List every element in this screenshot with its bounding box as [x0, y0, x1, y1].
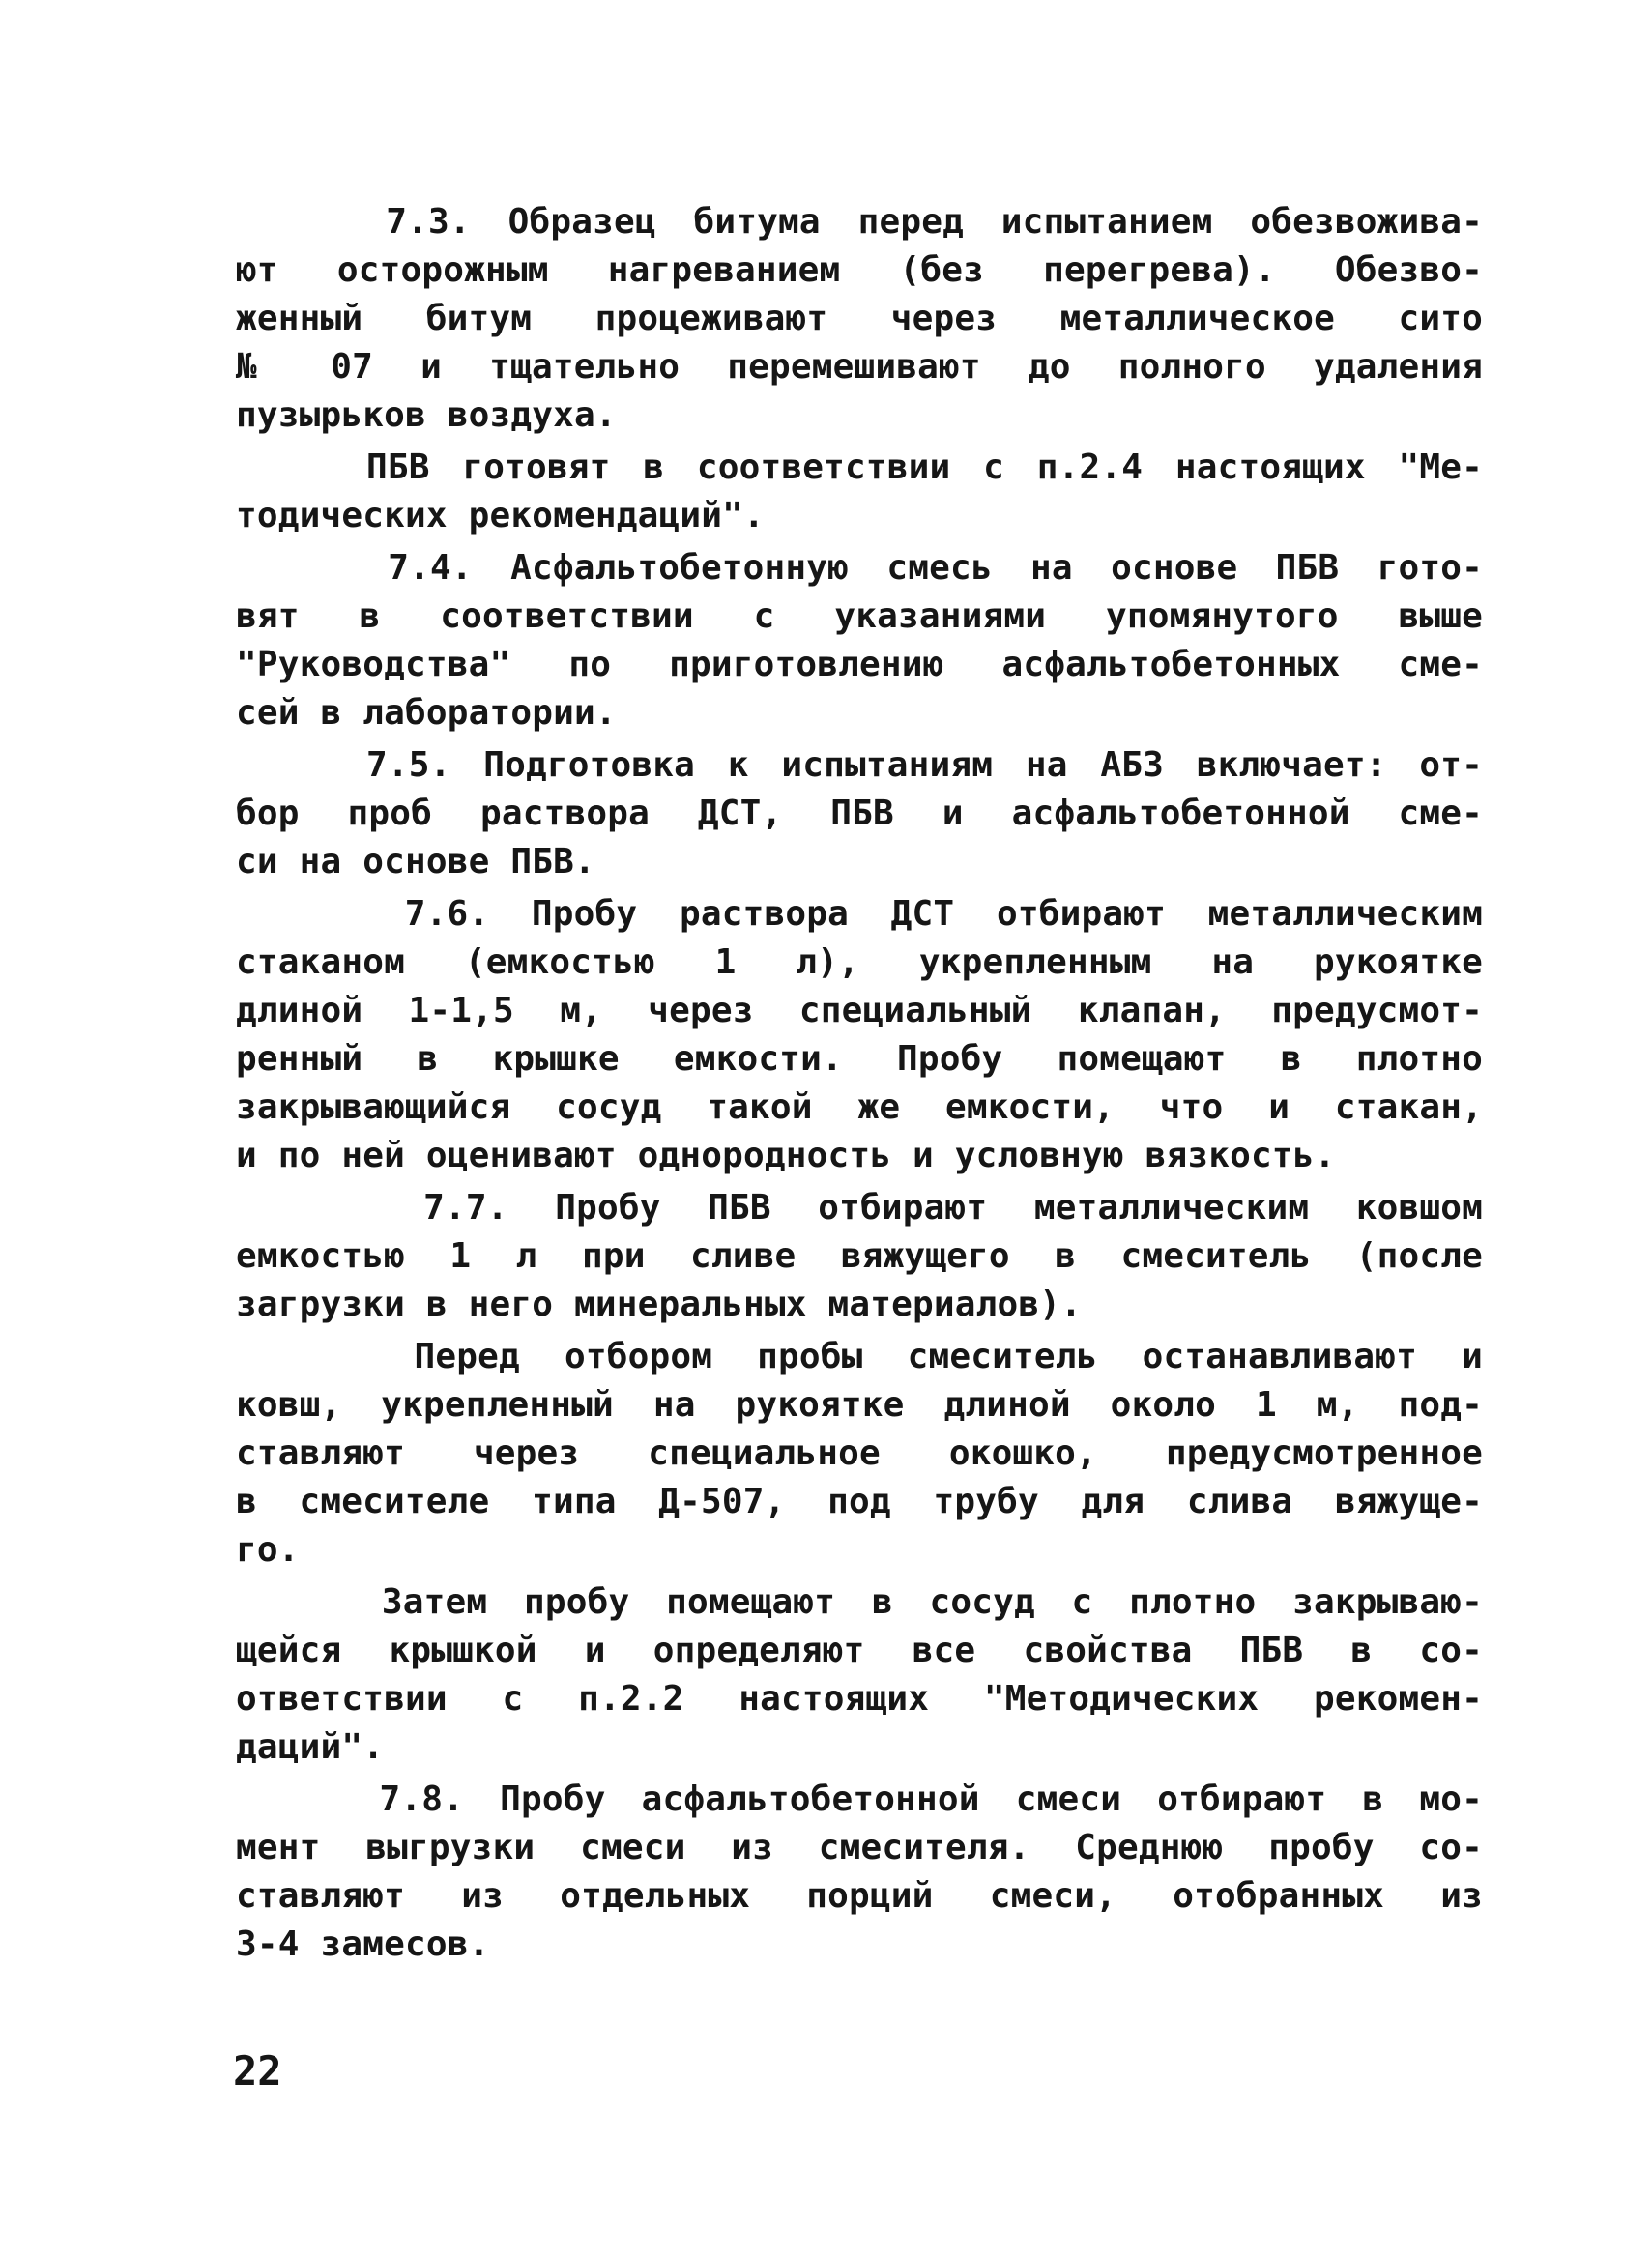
text-line: мент выгрузки смеси из смесителя. Среднюю пробу со-	[236, 1828, 1483, 1867]
text-line: ют осторожным нагреванием (без перегрева). Обезво-	[236, 250, 1483, 290]
text-line: стаканом (емкостью 1 л), укрепленным на рукоятке	[236, 942, 1483, 982]
text-line: загрузки в него минеральных материалов).	[236, 1285, 1082, 1324]
text-line: емкостью 1 л при сливе вяжущего в смеситель (после	[236, 1236, 1483, 1276]
page-number: 22	[233, 2047, 282, 2095]
text-line: Затем пробу помещают в сосуд с плотно закрываю-	[236, 1582, 1483, 1622]
paragraph-sample-storage	[236, 1578, 1483, 1772]
text-line: си на основе ПБВ.	[236, 842, 595, 882]
text-line: ставляют из отдельных порций смеси, отобранных из	[236, 1876, 1483, 1916]
paragraph-7-7	[236, 1184, 1483, 1329]
text-line: 3-4 замесов.	[236, 1924, 490, 1964]
text-line: и по ней оценивают однородность и условную вязкость.	[236, 1136, 1336, 1175]
text-line: ПБВ готовят в соответствии с п.2.4 настоящих "Ме-	[236, 448, 1483, 487]
text-line: Перед отбором пробы смеситель останавливают и	[236, 1337, 1483, 1376]
body-text	[236, 198, 1483, 1969]
text-line: ответствии с п.2.2 настоящих "Методических рекомен-	[236, 1679, 1483, 1719]
text-line: вят в соответствии с указаниями упомянутого выше	[236, 596, 1483, 636]
text-line: сей в лаборатории.	[236, 693, 617, 733]
paragraph-7-4	[236, 544, 1483, 738]
paragraph-7-3	[236, 198, 1483, 440]
paragraph-pbv-prep	[236, 444, 1483, 540]
text-line: 7.3. Образец битума перед испытанием обезвожива-	[236, 202, 1483, 242]
text-line: даций".	[236, 1727, 385, 1767]
paragraph-7-8	[236, 1776, 1483, 1969]
text-line: в смесителе типа Д-507, под трубу для слива вяжуще-	[236, 1482, 1483, 1521]
text-line: ковш, укрепленный на рукоятке длиной около 1 м, под-	[236, 1385, 1483, 1425]
text-line: 7.8. Пробу асфальтобетонной смеси отбирают в мо-	[236, 1779, 1483, 1819]
text-line: 7.5. Подготовка к испытаниям на АБЗ включает: от-	[236, 745, 1483, 785]
paragraph-7-6	[236, 890, 1483, 1180]
text-line: го.	[236, 1530, 300, 1570]
text-line: 7.7. Пробу ПБВ отбирают металлическим ковшом	[236, 1188, 1483, 1228]
paragraph-7-5	[236, 741, 1483, 886]
text-line: женный битум процеживают через металлическое сито	[236, 299, 1483, 338]
text-line: ставляют через специальное окошко, предусмотренное	[236, 1433, 1483, 1473]
paragraph-sampling-procedure	[236, 1333, 1483, 1575]
text-line: длиной 1-1,5 м, через специальный клапан, предусмот-	[236, 991, 1483, 1030]
text-line: щейся крышкой и определяют все свойства ПБВ в со-	[236, 1631, 1483, 1670]
text-line: пузырьков воздуха.	[236, 395, 617, 435]
text-line: "Руководства" по приготовлению асфальтобетонных сме-	[236, 645, 1483, 684]
text-line: тодических рекомендаций".	[236, 496, 765, 535]
text-line: 7.6. Пробу раствора ДСТ отбирают металлическим	[236, 894, 1483, 934]
text-line: ренный в крышке емкости. Пробу помещают в плотно	[236, 1039, 1483, 1079]
text-line: № 07 и тщательно перемешивают до полного удаления	[236, 347, 1483, 387]
text-line: закрывающийся сосуд такой же емкости, что и стакан,	[236, 1087, 1483, 1127]
text-line: 7.4. Асфальтобетонную смесь на основе ПБВ гото-	[236, 548, 1483, 588]
text-line: бор проб раствора ДСТ, ПБВ и асфальтобетонной сме-	[236, 794, 1483, 833]
